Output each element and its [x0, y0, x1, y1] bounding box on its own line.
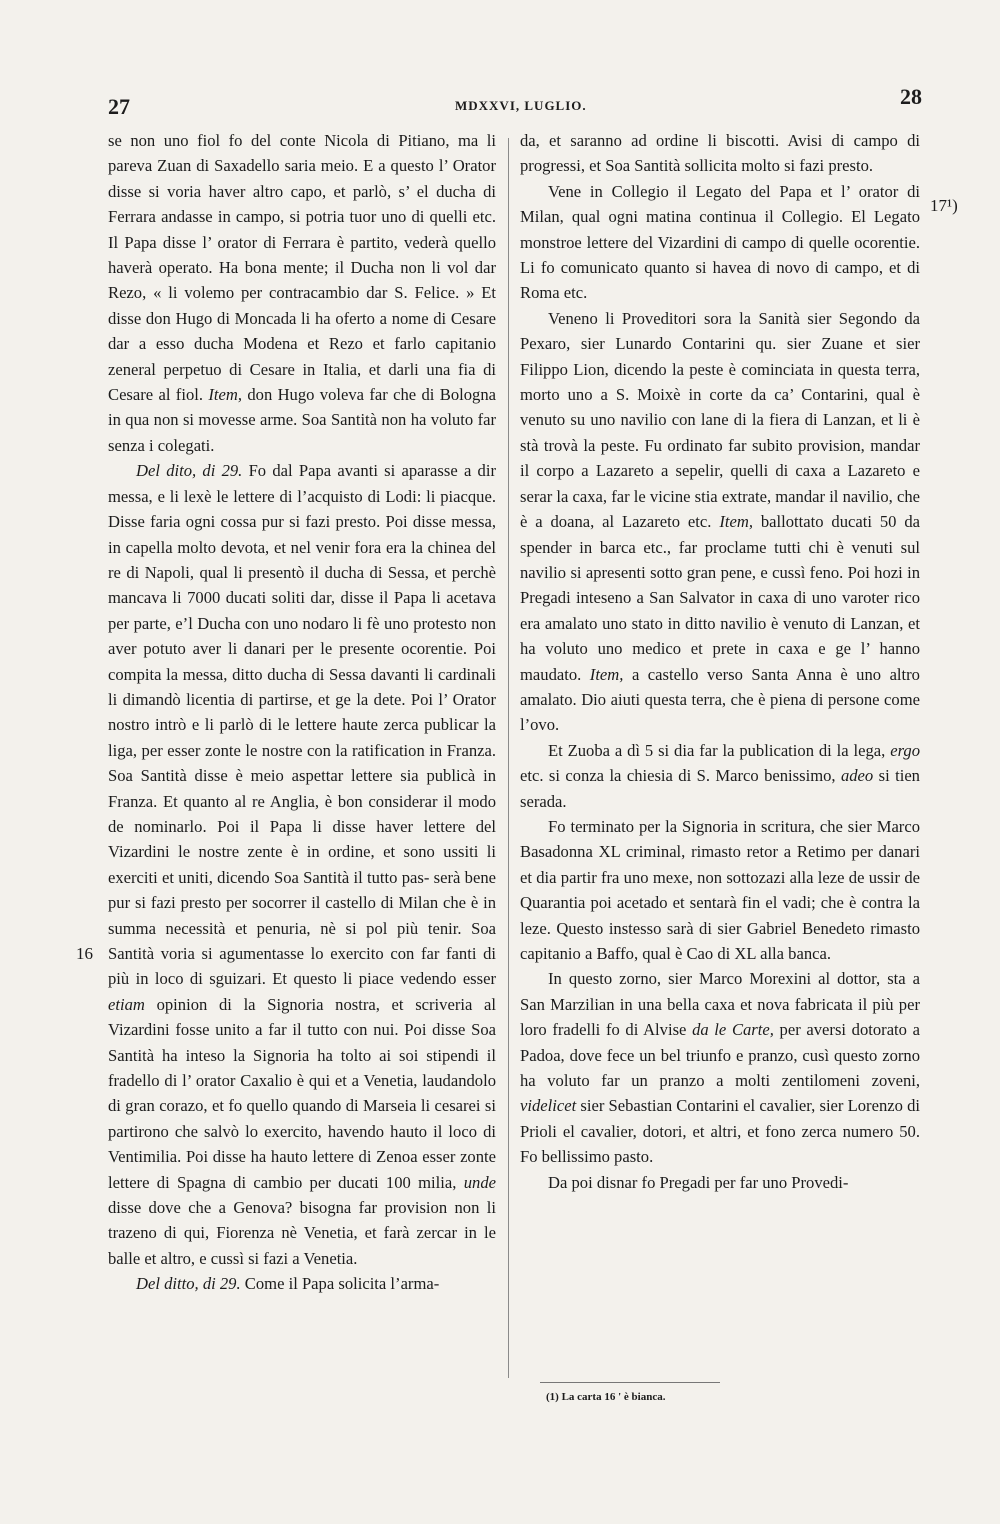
- right-paragraph-1: [520, 128, 920, 179]
- right-column: [520, 128, 920, 1195]
- footnote: (1) La carta 16 ' è bianca.: [546, 1391, 666, 1403]
- italic-term: unde: [463, 1172, 496, 1192]
- left-paragraph-2: [108, 458, 496, 1271]
- text-run: da, et saranno ad ordine li biscotti. Avisi di campo di progressi, et Soa Santità sollicita molto si fazi presto.: [520, 131, 920, 176]
- text-run: a castello verso Santa Anna è uno altro amalato. Dio aiuti questa terra, che è piena di persone come l’ovo.: [520, 664, 920, 735]
- entry-date: Del ditto, di 29.: [136, 1274, 241, 1294]
- text-run: Veneno li Proveditori sora la Sanità sier Segondo da Pexaro, sier Lunardo Contarini qu. sier Zuane et sier Filippo Lion, dicendo la peste è cominciata in questa terra, morto uno a S. Moixè in corte da ca’ Contarini, qual è venuto su uno navilio con lane di la fiera di Lanzan, et li è stà trovà la peste. Fu ordinato far subito provision, mandar il corpo a Lazareto a sepelir, quelli di caxa a Lazareto e serar la caxa, far le vicine stia extrate, mandar il navilio, che è a doana, al Lazareto etc.: [520, 308, 920, 532]
- page-number-right: 28: [900, 84, 922, 109]
- italic-term: etiam: [108, 994, 145, 1014]
- italic-term: Item,: [208, 385, 242, 405]
- text-run: In questo zorno, sier Marco Morexini al dottor, sta a San Marzilian in una bella caxa et nova fabricata il più per loro fradelli fo di Alvise: [520, 969, 920, 1040]
- left-paragraph-3: [108, 1271, 496, 1296]
- right-paragraph-3: [520, 306, 920, 738]
- text-run: Da poi disnar fo Pregadi per far uno Provedi-: [548, 1172, 849, 1192]
- text-run: Fo dal Papa avanti si aparasse a dir messa, e li lexè le lettere di l’acquisto di Lodi: li piacque. Disse faria ogni cossa pur si fazi presto. Poi disse messa, in capella molto devota, et nel venir fora era la chinea del re di Napoli, qual li presentò il ducha di Sessa, et perchè mancava li 7000 ducati soliti dar, disse il Papa li acetava per parte, e’l Ducha con uno nodaro li fè uno protesto non aver potuto aver li danari per le presente ocorentie. Poi compita la messa, ditto ducha di Sessa davanti li cardinali li dimandò licentia di partirse, et ge la dete. Poi l’ Orator nostro intrò e li parlò di le lettere haute zerca publicar la liga, per esser zonte le nostre con la ratification in Franza. Soa Santità disse è meio aspettar lettere sia publicà in Franza. Et quanto al re Anglia, è bon considerar il modo de nominarlo. Poi il Papa li disse haver lettere del Vizardini le nostre zente è in ordine, et sono ussiti li exerciti et uniti, dicendo Soa Santità il tutto pas- serà bene pur si fazi presto per socorrer il castello di Milan che è in summa necessità et penuria, nè si pol più tenir. Soa Santità voria si agumentasse lo exercito con far fanti di più in loco di sguizari. Et questo li piace vedendo esser: [108, 461, 496, 989]
- text-run: opinion di la Signoria nostra, et scriveria al Vizardini fosse unito a far il tutto con nui. Poi disse Soa Santità ha inteso la Signoria ha tolto ai soi stipendi il fradello di l’ orator Caxalio è qui et a Venetia, laudandolo di gran corazo, et fo quello quando di Marseia li cesarei si partirono che salvò lo exercito, havendo hauto il loco di Ventimilia. Poi disse ha hauto lettere di Zenoa esser zonte lettere di Spagna di cambio per ducati 100 milia,: [108, 994, 496, 1192]
- margin-note-right: 17¹): [930, 196, 958, 215]
- right-paragraph-4: [520, 738, 920, 814]
- text-run: Et Zuoba a dì 5 si dia far la publication di la lega,: [548, 740, 886, 760]
- text-run: Fo terminato per la Signoria in scritura, che sier Marco Basadonna XL criminal, rimasto retor a Retimo per danari et dia partir fra uno mexe, non sottozazi alla leze de ussir de Quarantia poi acetado et sentarà fin el vadi; che è contra la leze. Questo instesso sarà di sier Gabriel Benedeto rimasto capitanio a Baffo, qual è Cao di XL alla banca.: [520, 816, 920, 963]
- italic-term: ergo: [890, 740, 921, 760]
- page-header: [0, 84, 1000, 119]
- right-paragraph-7: [520, 1170, 920, 1195]
- footnote-rule: [540, 1382, 720, 1383]
- left-paragraph-1: [108, 128, 496, 458]
- text-run: se non uno fiol fo del conte Nicola di Pitiano, ma li pareva Zuan di Saxadello saria meio. E a questo l’ Orator disse si voria haver altro capo, et parlò, s’ el ducha di Ferrara andasse in campo, si potria tuor uno di quelli etc. Il Papa disse l’ orator di Ferrara è partito, vederà quello haverà operato. Ha bona mente; il Ducha non li vol dar Rezo, « li volemo per contracambio dar S. Felice. » Et disse don Hugo di Moncada li ha oferto a nome di Cesare dar a esso ducha Modena et Rezo et farlo capitanio zeneral perpetuo di Cesare in Italia, et darli una fia di Cesare al fiol.: [108, 131, 496, 405]
- text-run: Come il Papa solicita l’arma-: [244, 1274, 440, 1294]
- column-divider: [508, 138, 509, 1378]
- text-run: etc. si conza la chiesia di S. Marco benissimo,: [520, 766, 836, 786]
- text-run: disse dove che a Genova? bisogna far provision non li trazeno di qui, Fiorenza nè Venetia, et farà zercar in le balle et altro, e cussì si fazi a Venetia.: [108, 1198, 496, 1268]
- italic-term: Item,: [589, 664, 624, 684]
- italic-term: Item,: [719, 512, 753, 532]
- italic-term: da le Carte,: [692, 1020, 774, 1040]
- running-title: MDXXVI, LUGLIO.: [455, 98, 587, 113]
- text-run: sier Sebastian Contarini el cavalier, sier Lorenzo di Prioli el cavalier, dotori, et altri, et fono zerca numero 50. Fo bellissimo pasto.: [520, 1096, 920, 1167]
- text-run: Vene in Collegio il Legato del Papa et l’ orator di Milan, qual ogni matina continua il Collegio. El Legato monstroe lettere del Vizardini di campo di quelle ocorentie. Li fo comunicato quanto si havea di novo di campo, et di Roma etc.: [520, 181, 920, 303]
- entry-date: Del dito, di 29.: [136, 461, 243, 481]
- page-number-left: 27: [108, 94, 130, 119]
- left-column: [108, 128, 496, 1297]
- margin-note-left: 16: [76, 944, 93, 963]
- text-run: si tien serada.: [520, 766, 920, 811]
- right-paragraph-6: [520, 966, 920, 1169]
- right-paragraph-5: [520, 814, 920, 966]
- right-paragraph-2: [520, 179, 920, 306]
- text-run: per aversi dotorato a Padoa, dove fece un bel triunfo e pranzo, cusì questo zorno ha voluto far un pranzo a molti zentilomeni zoveni,: [520, 1020, 920, 1091]
- italic-term: videlicet: [520, 1096, 577, 1116]
- text-run: don Hugo voleva far che di Bologna in qua non si movesse arme. Soa Santità non ha voluto far senza i colegati.: [108, 385, 496, 455]
- text-run: ballottato ducati 50 da spender in barca etc., far proclame tutti chi è venuti sul navilio si apresenti sotto gran pene, e cussì feno. Poi hozi in Pregadi inteseno a San Salvator in caxa di uno varoter rico era amalato uno stato in ditto navilio è venuto di Lanzan, et ha voluto uno medico et prete in caxa e ge l’ hanno maudato.: [520, 512, 920, 684]
- italic-term: adeo: [840, 766, 874, 786]
